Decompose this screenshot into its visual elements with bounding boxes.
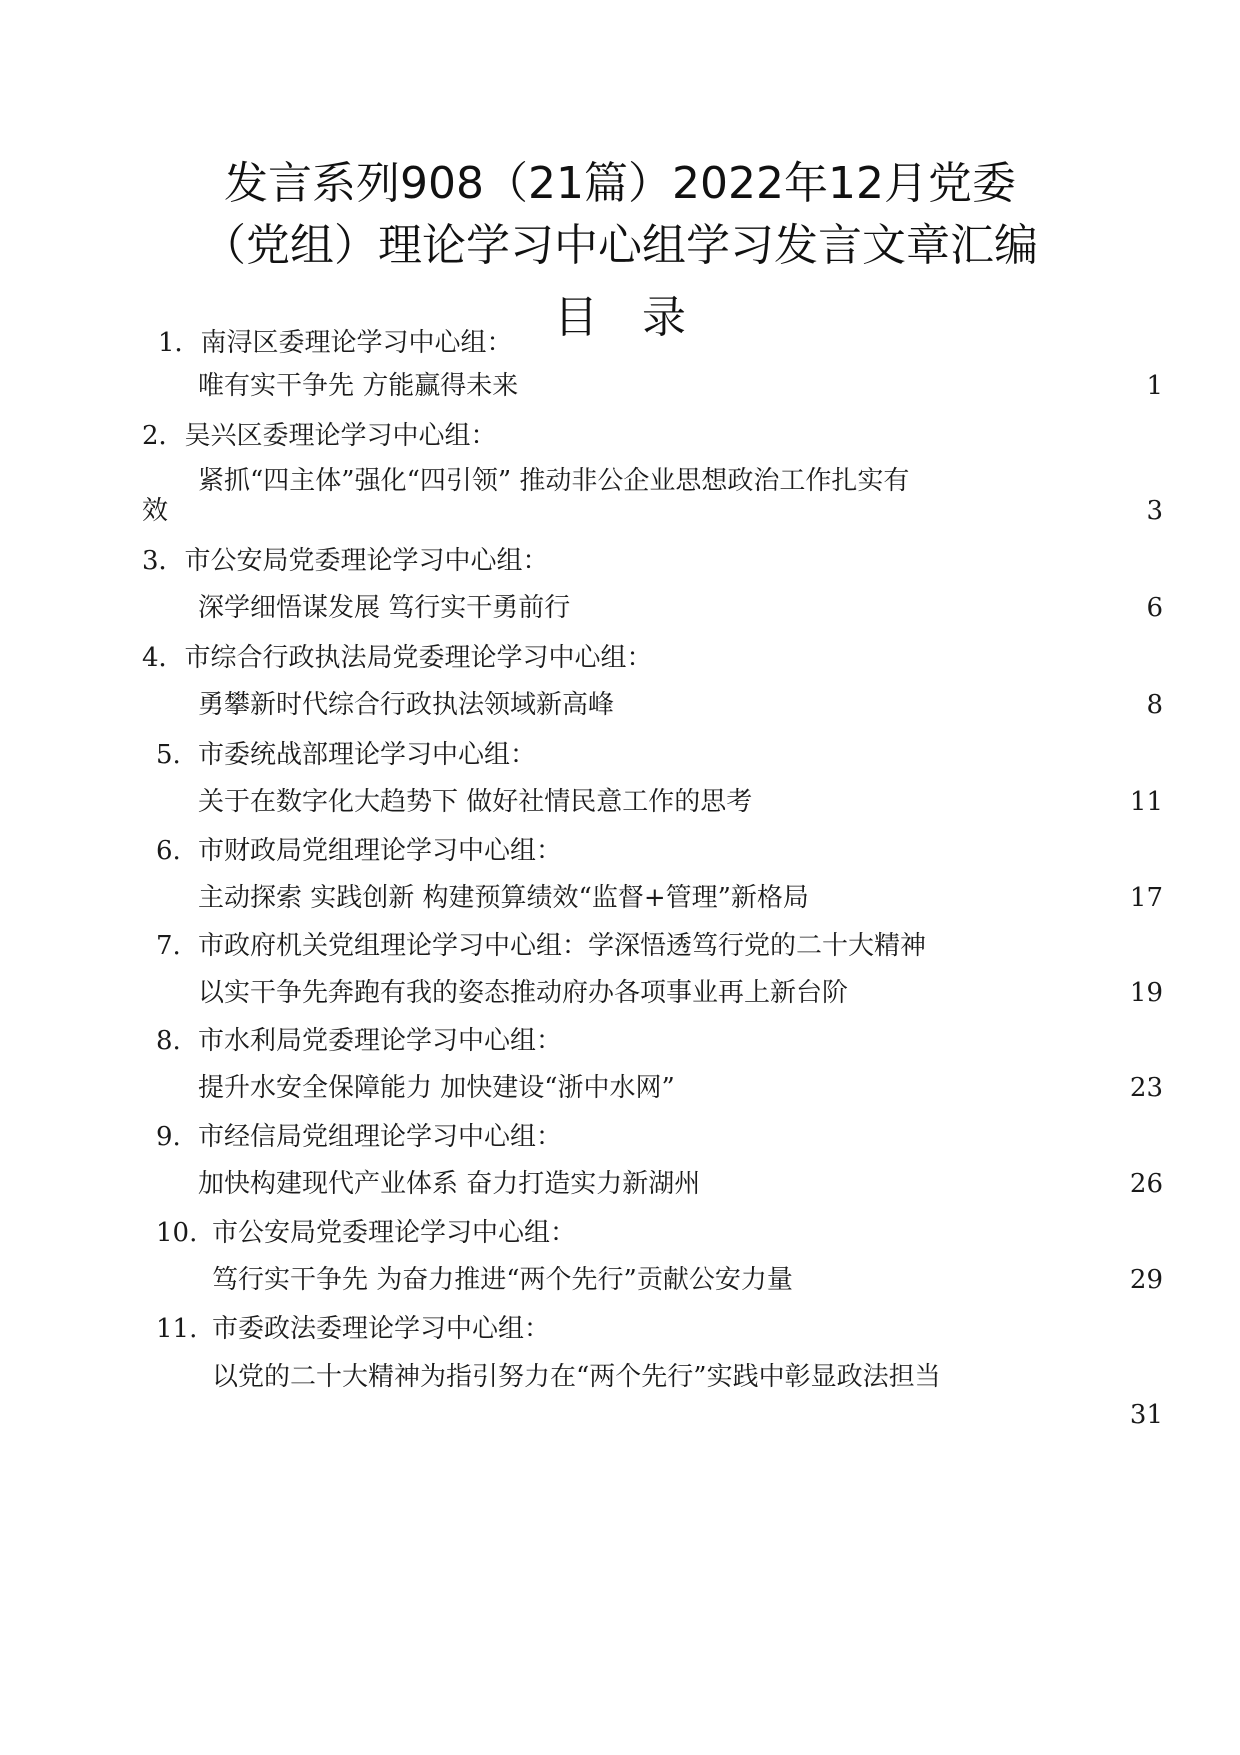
toc-entry-6-header (156, 838, 562, 864)
toc-entry-2-subtitle-continued: 效 (142, 496, 169, 526)
toc-entry-3-subtitle: 深学细悟谋发展 笃行实干勇前行 (198, 593, 571, 623)
toc-entry-7-page: 19 (1129, 978, 1163, 1008)
toc-entry-number: 10. (156, 1218, 198, 1248)
toc-entry-9-page: 26 (1129, 1169, 1163, 1199)
toc-entry-number: 5. (156, 740, 181, 770)
toc-entry-5-header (156, 742, 536, 768)
toc-entry-4-subtitle: 勇攀新时代综合行政执法领域新高峰 (198, 690, 615, 720)
toc-entry-org: 市委政法委理论学习中心组： (212, 1314, 551, 1344)
toc-entry-org: 市公安局党委理论学习中心组： (212, 1218, 577, 1248)
toc-entry-3-header (142, 548, 549, 574)
toc-entry-9-subtitle: 加快构建现代产业体系 奋力打造实力新湖州 (198, 1169, 701, 1199)
toc-entry-5-subtitle: 关于在数字化大趋势下 做好社情民意工作的思考 (198, 787, 753, 817)
toc-entry-9-header (156, 1124, 562, 1150)
toc-entry-number: 3． (142, 546, 185, 576)
toc-entry-2-header (142, 423, 497, 449)
toc-entry-number: 9. (156, 1122, 181, 1152)
toc-entry-3-page: 6 (1146, 593, 1163, 623)
document-title-line-1: 发言系列908（21篇）2022年12月党委 (224, 158, 1016, 209)
toc-entry-2-page: 3 (1146, 496, 1163, 526)
toc-entry-number: 6. (156, 836, 181, 866)
toc-entry-5-page: 11 (1129, 787, 1163, 817)
toc-entry-org: 市政府机关党组理论学习中心组：学深悟透笃行党的二十大精神 (198, 931, 927, 961)
toc-entry-org: 南浔区委理论学习中心组： (200, 328, 513, 358)
toc-entry-org: 市委统战部理论学习中心组： (198, 740, 537, 770)
toc-entry-11-header (156, 1316, 550, 1342)
toc-entry-org: 市经信局党组理论学习中心组： (198, 1122, 563, 1152)
toc-entry-org: 市公安局党委理论学习中心组： (184, 546, 549, 576)
toc-entry-number: 4． (142, 643, 185, 673)
toc-entry-6-page: 17 (1129, 883, 1163, 913)
toc-entry-number: 2． (142, 421, 185, 451)
document-title-line-2: （党组）理论学习中心组学习发言文章汇编 (202, 220, 1038, 271)
toc-heading: 目录 (554, 292, 730, 343)
toc-entry-org: 市财政局党组理论学习中心组： (198, 836, 563, 866)
toc-entry-8-header (156, 1028, 562, 1054)
toc-entry-11-subtitle: 以党的二十大精神为指引努力在“两个先行”实践中彰显政法担当 (212, 1362, 941, 1392)
toc-entry-10-subtitle: 笃行实干争先 为奋力推进“两个先行”贡献公安力量 (212, 1265, 793, 1295)
toc-entry-2-subtitle: 紧抓“四主体”强化“四引领” 推动非公企业思想政治工作扎实有 (198, 466, 910, 496)
toc-entry-org: 市综合行政执法局党委理论学习中心组： (184, 643, 653, 673)
toc-entry-4-page: 8 (1146, 690, 1163, 720)
toc-entry-11-page: 31 (1129, 1400, 1163, 1430)
toc-entry-10-header (156, 1220, 576, 1246)
toc-entry-10-page: 29 (1129, 1265, 1163, 1295)
toc-entry-number: 11. (156, 1314, 198, 1344)
toc-entry-org: 吴兴区委理论学习中心组： (184, 421, 497, 451)
toc-entry-1-subtitle: 唯有实干争先 方能赢得未来 (198, 371, 519, 401)
toc-entry-4-header (142, 645, 653, 671)
toc-entry-1-header (158, 330, 513, 356)
toc-entry-7-subtitle: 以实干争先奔跑有我的姿态推动府办各项事业再上新台阶 (198, 978, 849, 1008)
toc-entry-number: 1． (158, 328, 201, 358)
toc-entry-number: 7. (156, 931, 181, 961)
toc-entry-8-page: 23 (1129, 1073, 1163, 1103)
toc-entry-7-header (156, 933, 926, 959)
toc-entry-org: 市水利局党委理论学习中心组： (198, 1026, 563, 1056)
toc-entry-number: 8. (156, 1026, 181, 1056)
toc-entry-8-subtitle: 提升水安全保障能力 加快建设“浙中水网” (198, 1073, 675, 1103)
toc-entry-6-subtitle: 主动探索 实践创新 构建预算绩效“监督+管理”新格局 (198, 883, 809, 913)
toc-entry-1-page: 1 (1146, 371, 1163, 401)
